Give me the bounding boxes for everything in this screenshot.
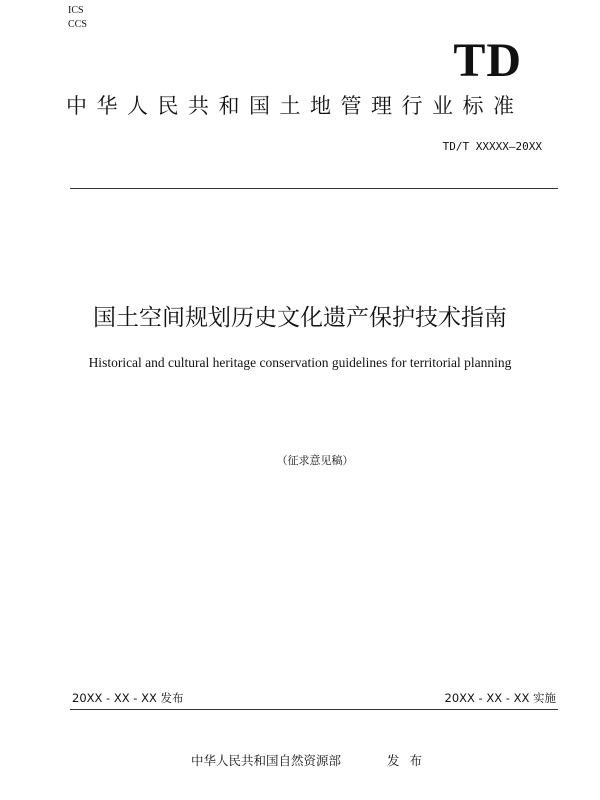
ics-label: ICS: [68, 5, 84, 16]
document-title-english: Historical and cultural heritage conservation guidelines for territorial planning: [88, 355, 512, 370]
ccs-label: CCS: [68, 19, 87, 30]
bottom-divider: [70, 709, 558, 710]
implementation-date: 20XX - XX - XX 实施: [444, 691, 556, 705]
issuing-authority: 中华人民共和国自然资源部: [191, 753, 342, 768]
release-date: 20XX - XX - XX 发布: [72, 691, 184, 705]
issue-label: 发布: [387, 753, 433, 768]
td-logo: TD: [453, 34, 522, 87]
document-title-chinese: 国土空间规划历史文化遗产保护技术指南: [93, 305, 507, 331]
classification-codes: [68, 4, 87, 32]
standard-number: TD/T XXXXX—20XX: [442, 140, 542, 153]
draft-status: （征求意见稿）: [276, 454, 354, 467]
standard-category-title: 中华人民共和国土地管理行业标准: [66, 94, 524, 118]
top-divider: [70, 188, 558, 189]
